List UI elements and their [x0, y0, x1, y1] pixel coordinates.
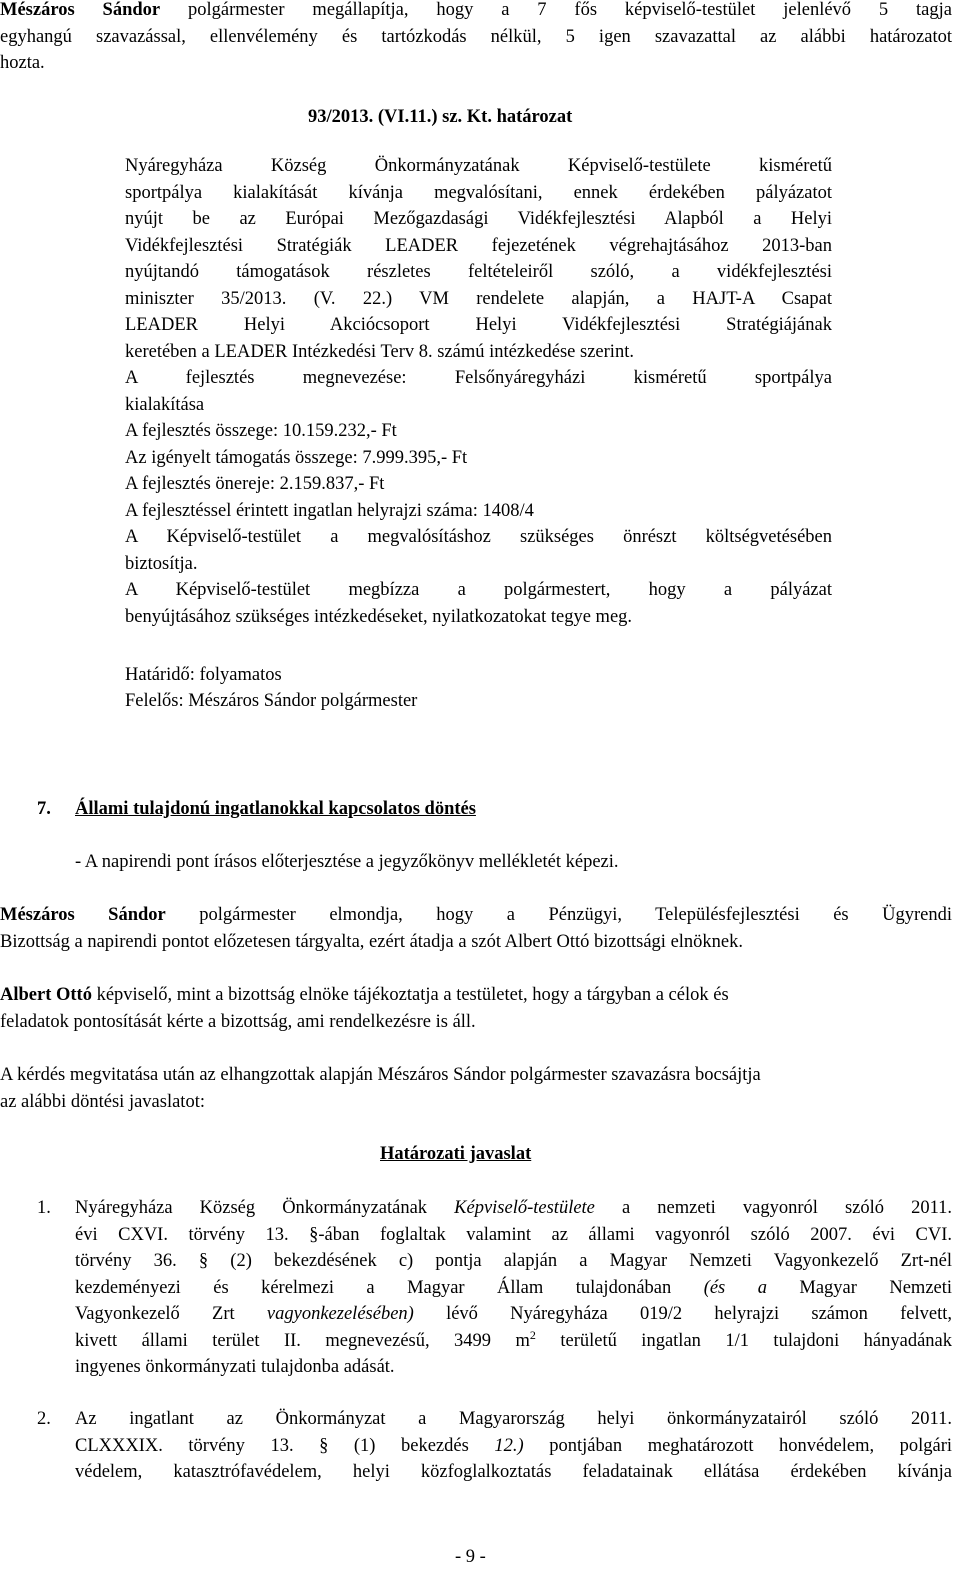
proposal-item-1 [75, 1195, 952, 1381]
chair-line-1: Albert Ottó képviselő, mint a bizottság elnöke tájékoztatja a testületet, hogy a tárgyban a célok és [0, 985, 729, 1005]
vote-paragraph [0, 1062, 952, 1115]
item1-line: Vagyonkezelő Zrt vagyonkezelésében) lévő Nyáregyháza 019/2 helyrajzi számon felvett, [75, 1304, 953, 1324]
own-share: A fejlesztés önereje: 2.159.837,- Ft [125, 474, 385, 494]
item1-line: évi CXVI. törvény 13. §-ában foglaltak valamint az állami vagyonról szóló 2007. évi CVI. [75, 1224, 952, 1245]
section-note: - A napirendi pont írásos előterjesztése a jegyzőkönyv mellékletét képezi. [75, 852, 619, 872]
intro-line-1: Mészáros Sándor polgármester megállapítja, hogy a 7 fős képviselő-testület jelenlévő 5 tagja [0, 0, 952, 20]
page-number: - 9 - [455, 1547, 486, 1567]
responsible: Felelős: Mészáros Sándor polgármester [125, 691, 418, 711]
resolution-line: Vidékfejlesztési Stratégiák LEADER fejezetének végrehajtásához 2013-ban [125, 235, 832, 256]
intro-line-3: hozta. [0, 53, 45, 73]
mayor-line-2: Bizottság a napirendi pontot előzetesen tárgyalta, ezért átadja a szót Albert Ottó bizottsági elnöknek. [0, 931, 744, 952]
mandate-line-1: A Képviselő-testület megbízza a polgármestert, hogy a pályázat [125, 580, 832, 600]
resolution-line: nyújtandó támogatások részletes feltételeiről szóló, a vidékfejlesztési [125, 262, 832, 282]
item2-line: CLXXXIX. törvény 13. § (1) bekezdés 12.) pontjában meghatározott honvédelem, polgári [75, 1435, 953, 1456]
resolution-line: sportpálya kialakítását kívánja megvalósítani, ennek érdekében pályázatot [125, 182, 832, 203]
proposal-item-2 [75, 1406, 952, 1486]
mayor-paragraph [0, 902, 952, 955]
vote-line-2: az alábbi döntési javaslatot: [0, 1091, 205, 1112]
budget-line-1: A Képviselő-testület a megvalósításhoz szükséges önrészt költségvetésében [125, 527, 832, 547]
item1-line: kivett állami terület II. megnevezésű, 3499 $m^2$ területű ingatlan 1/1 tulajdoni hányadának [75, 1327, 952, 1351]
parcel-number: A fejlesztéssel érintett ingatlan helyrajzi száma: 1408/4 [125, 500, 534, 521]
resolution-line: LEADER Helyi Akciócsoport Helyi Vidékfejlesztési Stratégiájának [125, 315, 832, 335]
speaker-name: Mészáros Sándor [0, 0, 161, 20]
item1-line: ingyenes önkormányzati tulajdonba adását. [75, 1357, 395, 1377]
mayor-line-1: Mészáros Sándor polgármester elmondja, hogy a Pénzügyi, Településfejlesztési és Ügyrendi [0, 905, 952, 925]
resolution-line: nyújt be az Európai Mezőgazdasági Vidékfejlesztési Alapból a Helyi [125, 209, 832, 229]
item-number: 1. [37, 1198, 51, 1218]
item1-line: törvény 36. § (2) bekezdésének c) pontja alapján a Magyar Nemzeti Vagyonkezelő Zrt-nél [75, 1251, 952, 1271]
requested-support: Az igényelt támogatás összege: 7.999.395,- Ft [125, 447, 468, 468]
item2-line: védelem, katasztrófavédelem, helyi közfoglalkoztatás feladatainak ellátása érdekében kívánja [75, 1462, 952, 1482]
resolution-line: miniszter 35/2013. (V. 22.) VM rendelete alapján, a HAJT-A Csapat [125, 288, 832, 309]
vote-line-1: A kérdés megvitatása után az elhangzottak alapján Mészáros Sándor polgármester szavazásra bocsájtja [0, 1065, 761, 1085]
intro-line-2: egyhangú szavazással, ellenvélemény és tartózkodás nélkül, 5 igen szavazattal az alábbi határozatot [0, 26, 952, 47]
deadline: Határidő: folyamatos [125, 665, 282, 685]
item-number: 2. [37, 1409, 51, 1429]
budget-line-2: biztosítja. [125, 553, 198, 574]
resolution-line: Nyáregyháza Község Önkormányzatának Képviselő-testülete kisméretű [125, 156, 832, 176]
intro-paragraph [0, 0, 952, 77]
item1-line: Nyáregyháza Község Önkormányzatának Képviselő-testülete a nemzeti vagyonról szóló 2011. [75, 1198, 953, 1218]
development-name-line-2: kialakítása [125, 394, 205, 415]
chair-line-2: feladatok pontosítását kérte a bizottság, ami rendelkezésre is áll. [0, 1011, 476, 1032]
speaker-name: Albert Ottó [0, 985, 92, 1005]
resolution-body [125, 153, 832, 630]
resolution-title: 93/2013. (VI.11.) sz. Kt. határozat [308, 107, 573, 127]
development-total: A fejlesztés összege: 10.159.232,- Ft [125, 421, 397, 441]
resolution-line: keretében a LEADER Intézkedési Terv 8. számú intézkedése szerint. [125, 341, 634, 362]
section-title: Állami tulajdonú ingatlanokkal kapcsolatos döntés [75, 799, 476, 819]
item2-line: Az ingatlant az Önkormányzat a Magyarország helyi önkormányzatairól szóló 2011. [75, 1409, 952, 1429]
mandate-line-2: benyújtásához szükséges intézkedéseket, nyilatkozatokat tegye meg. [125, 606, 633, 627]
chair-paragraph [0, 982, 952, 1035]
development-name-line-1: A fejlesztés megnevezése: Felsőnyáregyházi kisméretű sportpálya [125, 368, 832, 388]
proposal-heading: Határozati javaslat [380, 1144, 532, 1164]
item1-line: kezdeményezi és kérelmezi a Magyar Állam tulajdonában (és a Magyar Nemzeti [75, 1277, 953, 1298]
speaker-name: Mészáros Sándor [0, 905, 166, 925]
section-number: 7. [37, 799, 51, 819]
